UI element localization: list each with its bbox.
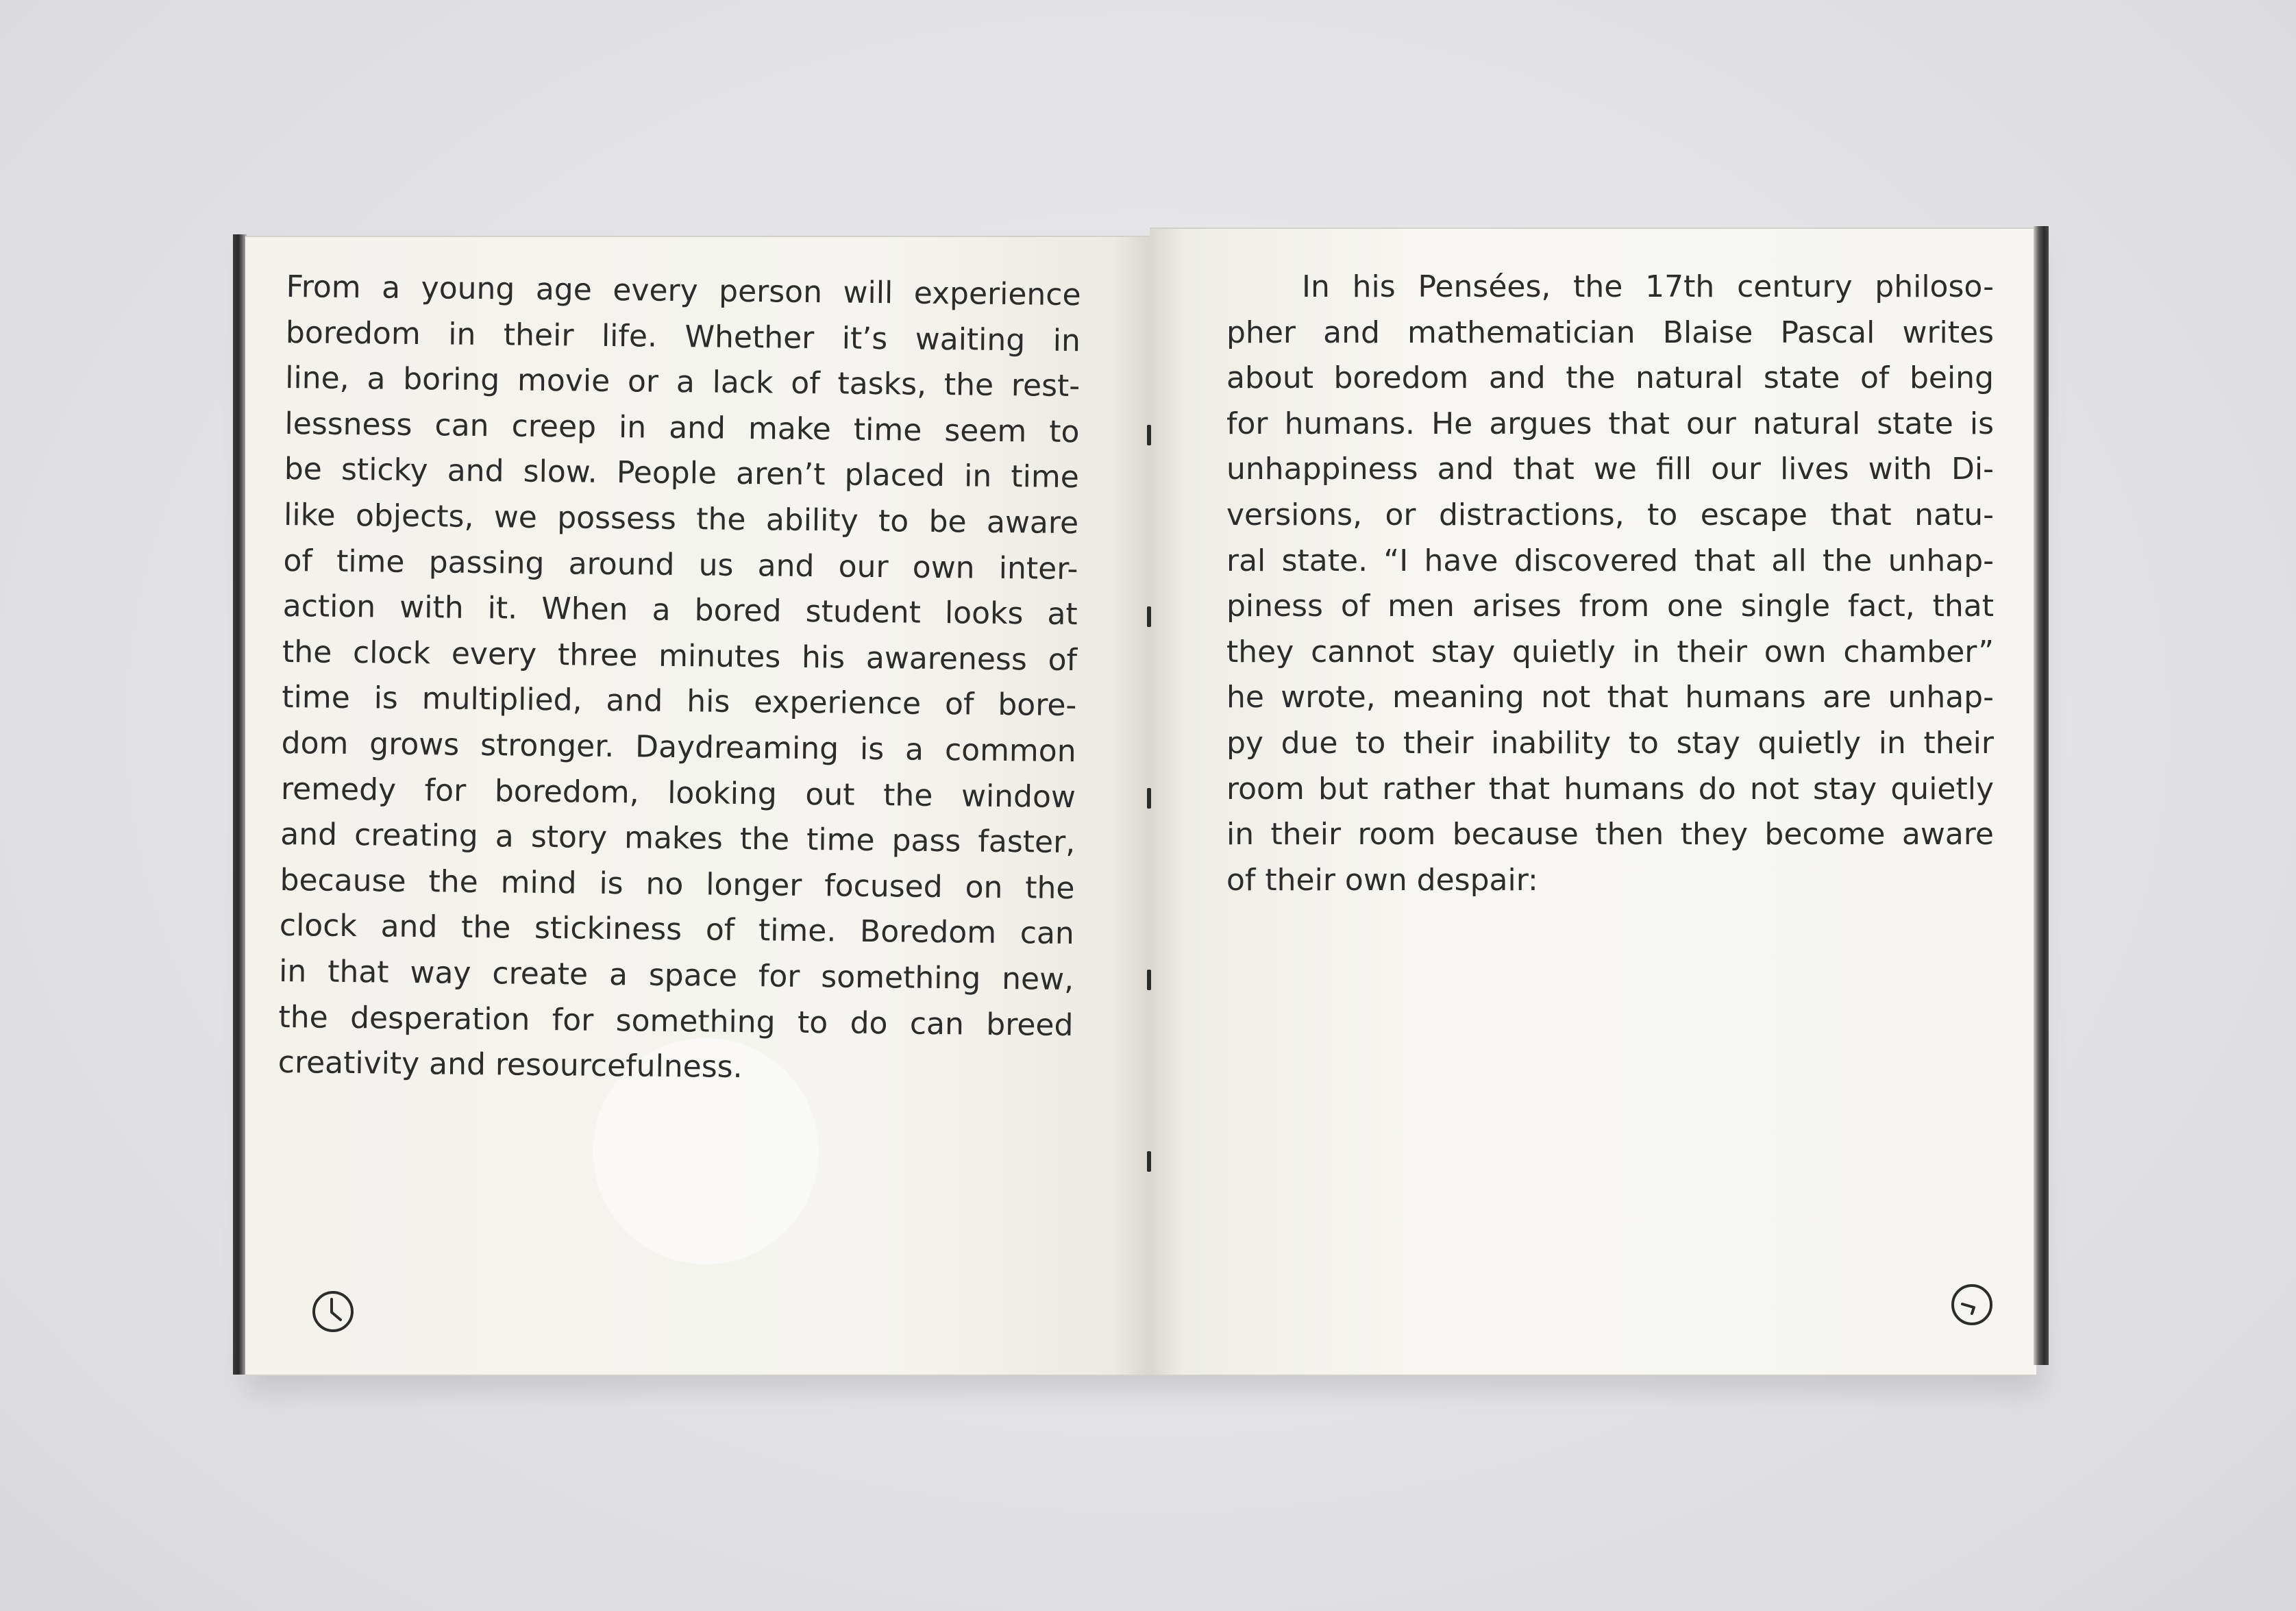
text-line: creativity and resourcefulness.: [277, 1045, 743, 1085]
text-line: From a young age every person will experience: [286, 269, 1081, 313]
text-line: be sticky and slow. People aren’t placed in time: [284, 452, 1080, 495]
text-line: py due to their inability to stay quietly in their: [1226, 725, 1994, 761]
right-page-edge: [2034, 226, 2049, 1365]
text-line: time is multiplied, and his experience of bore-: [282, 680, 1077, 724]
clock-icon: [311, 1290, 355, 1333]
left-page-paragraph: [277, 265, 1081, 1094]
text-line: pher and mathematician Blaise Pascal writes: [1226, 315, 1994, 350]
text-line: and creating a story makes the time pass faster,: [280, 817, 1076, 861]
text-line: remedy for boredom, looking out the window: [280, 771, 1076, 815]
text-line: because the mind is no longer focused on the: [280, 862, 1075, 906]
text-line: the desperation for something to do can breed: [278, 999, 1074, 1043]
binding-staple: [1147, 788, 1151, 809]
binding-staple: [1147, 1151, 1151, 1172]
text-line: of their own despair:: [1226, 862, 1538, 898]
text-line: line, a boring movie or a lack of tasks, the rest-: [284, 360, 1081, 404]
text-line: clock and the stickiness of time. Boredom can: [279, 908, 1075, 952]
text-line: of time passing around us and our own inter-: [283, 543, 1078, 587]
binding-staple: [1147, 425, 1151, 445]
text-line: In his Pensées, the 17th century philoso-: [1302, 269, 1994, 304]
text-line: room but rather that humans do not stay quietly: [1226, 771, 1994, 807]
text-line: about boredom and the natural state of being: [1226, 360, 1994, 396]
text-line: versions, or distractions, to escape that natu-: [1226, 497, 1994, 532]
text-line: in that way create a space for something new,: [278, 953, 1074, 997]
text-line: like objects, we possess the ability to be aware: [283, 497, 1079, 541]
clock-icon: [1950, 1283, 1994, 1327]
text-line: the clock every three minutes his awareness of: [282, 634, 1078, 678]
binding-staple: [1147, 606, 1151, 627]
text-line: action with it. When a bored student looks at: [282, 589, 1078, 632]
text-line: piness of men arises from one single fact, that: [1226, 589, 1994, 624]
text-line: dom grows stronger. Daydreaming is a common: [281, 725, 1076, 770]
text-line: they cannot stay quietly in their own chamber”: [1226, 634, 1994, 669]
text-line: boredom in their life. Whether it’s waiting in: [285, 315, 1081, 358]
text-line: for humans. He argues that our natural state is: [1226, 406, 1994, 441]
left-page-edge: [233, 234, 247, 1375]
text-line: unhappiness and that we fill our lives with Di-: [1226, 452, 1994, 487]
text-line: he wrote, meaning not that humans are unhap-: [1226, 680, 1994, 715]
binding-staple: [1147, 970, 1151, 990]
text-line: lessness can creep in and make time seem to: [284, 406, 1080, 450]
text-line: ral state. “I have discovered that all the unhap-: [1226, 543, 1994, 578]
right-page-paragraph: [1226, 265, 1994, 903]
text-line: in their room because then they become aware: [1226, 817, 1994, 852]
